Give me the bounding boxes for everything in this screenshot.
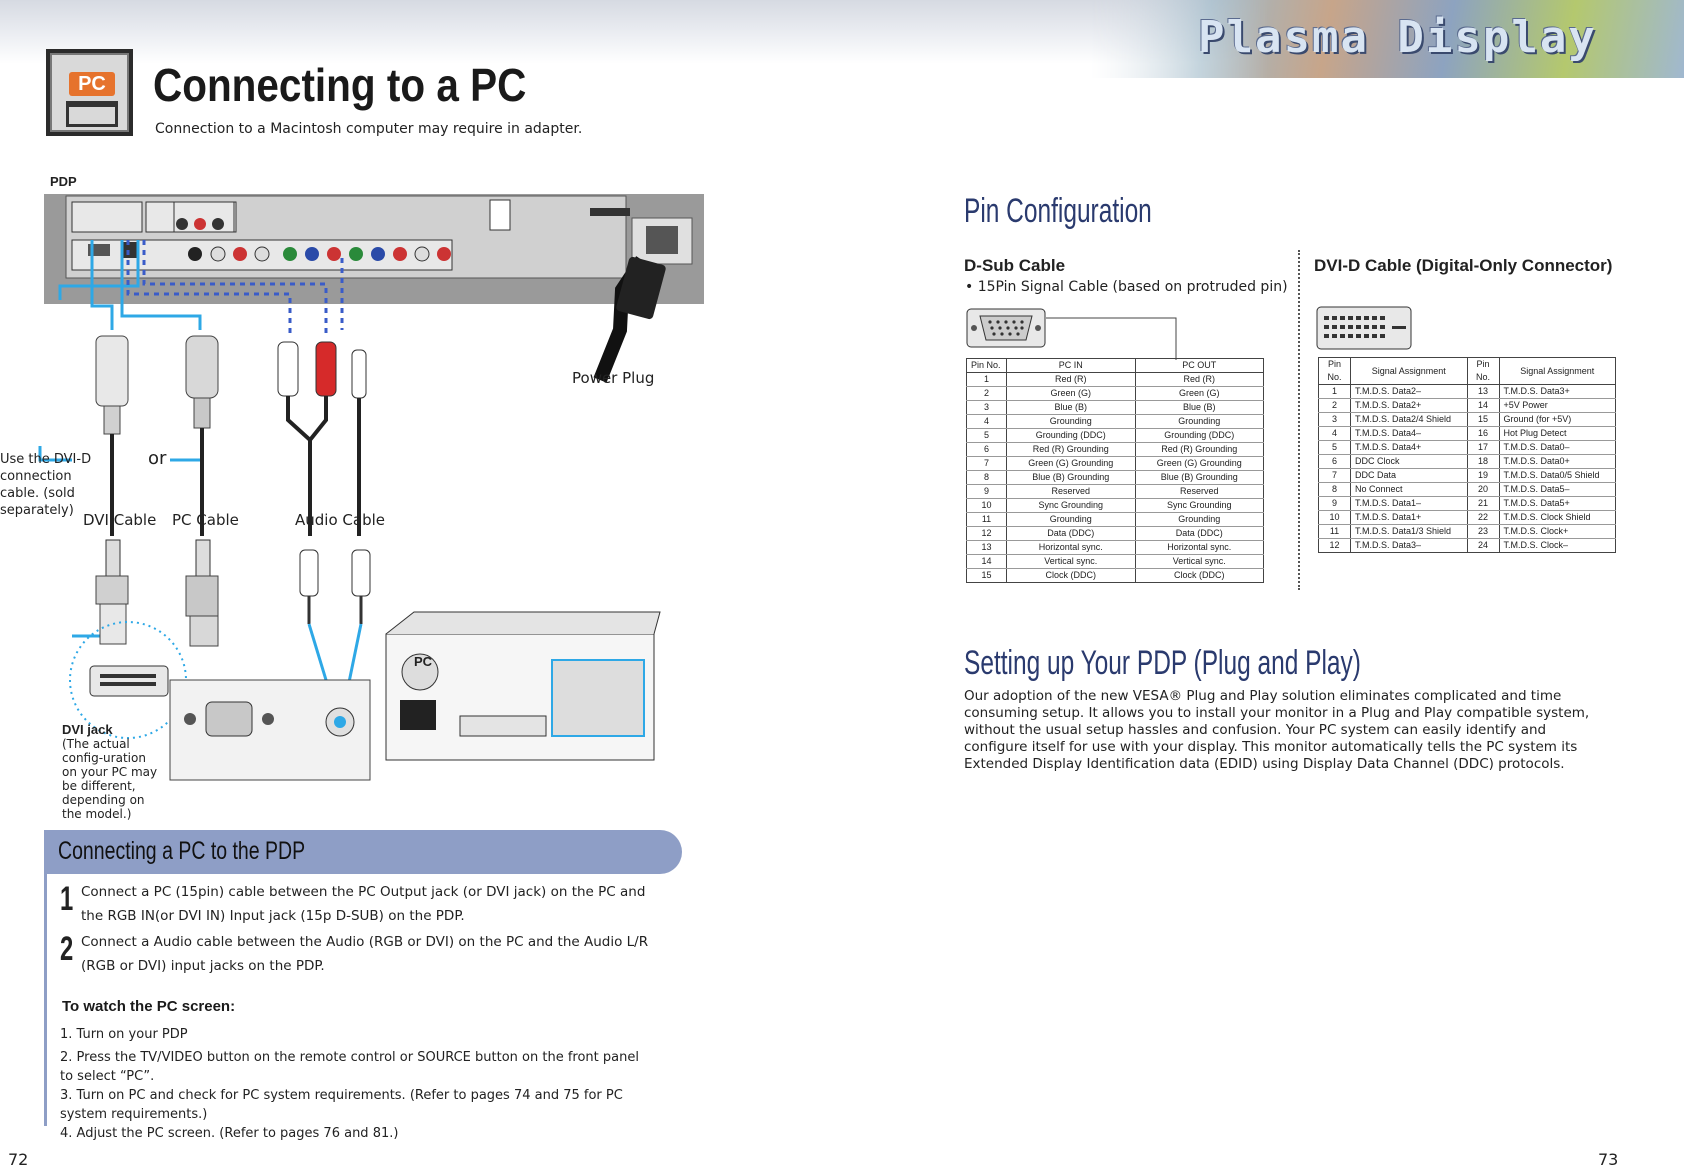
table-cell: 8 (1319, 483, 1351, 497)
table-cell: Data (DDC) (1007, 527, 1136, 541)
table-row (967, 569, 1264, 583)
table-cell: T.M.D.S. Data2/4 Shield (1351, 413, 1468, 427)
table-row (967, 373, 1264, 387)
table-row (967, 415, 1264, 429)
table-cell: 5 (967, 429, 1007, 443)
table-header: Pin No. (1319, 358, 1351, 385)
table-header: PC IN (1007, 359, 1136, 373)
table-cell: Ground (for +5V) (1499, 413, 1616, 427)
table-cell: Blue (B) (1007, 401, 1136, 415)
table-cell: 20 (1467, 483, 1499, 497)
table-cell: Horizontal sync. (1007, 541, 1136, 555)
table-row (967, 387, 1264, 401)
dsub-title: D-Sub Cable (964, 256, 1066, 275)
table-cell: 9 (1319, 497, 1351, 511)
pin-config-title: Pin Configuration (964, 192, 1152, 230)
table-cell: Green (G) Grounding (1007, 457, 1136, 471)
table-cell: 6 (967, 443, 1007, 457)
table-cell: 18 (1467, 455, 1499, 469)
table-row (967, 541, 1264, 555)
table-cell: Grounding (1135, 513, 1264, 527)
power-plug-label: Power Plug (572, 369, 655, 387)
table-cell: 12 (1319, 539, 1351, 553)
table-cell: Red (R) Grounding (1007, 443, 1136, 457)
table-cell: Blue (B) Grounding (1007, 471, 1136, 485)
table-cell: T.M.D.S. Data3+ (1499, 385, 1616, 399)
table-cell: 10 (967, 499, 1007, 513)
table-cell: 14 (967, 555, 1007, 569)
table-cell: 24 (1467, 539, 1499, 553)
table-cell: T.M.D.S. Data1+ (1351, 511, 1468, 525)
watch-step: 3. Turn on PC and check for PC system requirements. (Refer to pages 74 and 75 for PC system requirements.) (60, 1088, 623, 1122)
table-row (1319, 469, 1616, 483)
table-cell: 4 (967, 415, 1007, 429)
pc-icon-label: PC (69, 72, 115, 96)
dvi-jack-title: DVI jack (62, 722, 113, 737)
table-cell: T.M.D.S. Data0– (1499, 441, 1616, 455)
table-cell: Blue (B) Grounding (1135, 471, 1264, 485)
table-cell: T.M.D.S. Data3– (1351, 539, 1468, 553)
computer-icon (66, 101, 118, 127)
step-text: Connect a Audio cable between the Audio (RGB or DVI) on the PC and the Audio L/R (RGB or DVI) input jacks on the PDP. (81, 934, 649, 974)
table-cell: 15 (967, 569, 1007, 583)
table-cell: Reserved (1135, 485, 1264, 499)
page-number-right: 73 (1598, 1150, 1619, 1168)
table-cell: T.M.D.S. Data5– (1499, 483, 1616, 497)
pc-label: PC (414, 654, 433, 669)
table-cell: 13 (967, 541, 1007, 555)
table-cell: T.M.D.S. Data5+ (1499, 497, 1616, 511)
table-cell: 15 (1467, 413, 1499, 427)
table-row (967, 499, 1264, 513)
table-cell: DDC Data (1351, 469, 1468, 483)
table-cell: Reserved (1007, 485, 1136, 499)
table-cell: 19 (1467, 469, 1499, 483)
dsub-pin-table (966, 358, 1264, 583)
table-cell: T.M.D.S. Data4+ (1351, 441, 1468, 455)
table-cell: 1 (967, 373, 1007, 387)
table-cell: Red (R) Grounding (1135, 443, 1264, 457)
table-cell: Grounding (1007, 513, 1136, 527)
table-cell: No Connect (1351, 483, 1468, 497)
dvi-pin-table (1318, 357, 1616, 553)
watch-step: 2. Press the TV/VIDEO button on the remote control or SOURCE button on the front panel to select “PC”. (60, 1050, 639, 1084)
table-cell: 22 (1467, 511, 1499, 525)
table-cell: Grounding (DDC) (1135, 429, 1264, 443)
pnp-title: Setting up Your PDP (Plug and Play) (964, 644, 1361, 682)
table-cell: 8 (967, 471, 1007, 485)
table-cell: Grounding (1135, 415, 1264, 429)
dvi-title: DVI-D Cable (Digital-Only Connector) (1314, 256, 1613, 275)
table-header: PC OUT (1135, 359, 1264, 373)
table-row (967, 555, 1264, 569)
table-row (1319, 539, 1616, 553)
table-header: Pin No. (967, 359, 1007, 373)
table-cell: Clock (DDC) (1007, 569, 1136, 583)
table-cell: +5V Power (1499, 399, 1616, 413)
page-number-left: 72 (8, 1150, 29, 1168)
table-row (967, 429, 1264, 443)
table-cell: 1 (1319, 385, 1351, 399)
table-row (1319, 525, 1616, 539)
table-cell: 13 (1467, 385, 1499, 399)
table-cell: Sync Grounding (1007, 499, 1136, 513)
step-number: 2 (60, 930, 74, 968)
table-row (1319, 511, 1616, 525)
table-cell: DDC Clock (1351, 455, 1468, 469)
table-cell: Red (R) (1135, 373, 1264, 387)
watch-step: 1. Turn on your PDP (60, 1027, 188, 1042)
pnp-body: Our adoption of the new VESA® Plug and Play solution eliminates complicated and time consuming setup. It allows you to install your monitor in a Plug and Play compatible system, without the usual setup hassles and confusion. Your PC system can easily identify and configure itself for use with your display. This monitor automatically tells the PC system its Extended Display Identification data (EDID) using Display Data Channel (DDC) protocols. (964, 688, 1590, 772)
table-cell: T.M.D.S. Data0+ (1499, 455, 1616, 469)
table-cell: 17 (1467, 441, 1499, 455)
table-cell: 6 (1319, 455, 1351, 469)
table-cell: Vertical sync. (1007, 555, 1136, 569)
table-cell: Grounding (1007, 415, 1136, 429)
table-cell: 7 (967, 457, 1007, 471)
connect-title-bar (44, 830, 682, 874)
connect-title: Connecting a PC to the PDP (58, 837, 306, 865)
column-divider (1298, 250, 1300, 590)
table-cell: 4 (1319, 427, 1351, 441)
table-cell: 21 (1467, 497, 1499, 511)
table-cell: 5 (1319, 441, 1351, 455)
table-row (967, 513, 1264, 527)
pc-icon (46, 49, 133, 136)
table-row (1319, 399, 1616, 413)
table-cell: Green (G) (1135, 387, 1264, 401)
table-cell: Sync Grounding (1135, 499, 1264, 513)
table-cell: Red (R) (1007, 373, 1136, 387)
table-cell: T.M.D.S. Data0/5 Shield (1499, 469, 1616, 483)
table-row (1319, 497, 1616, 511)
table-cell: Blue (B) (1135, 401, 1264, 415)
table-cell: T.M.D.S. Data2+ (1351, 399, 1468, 413)
page-subtitle: Connection to a Macintosh computer may require in adapter. (155, 121, 583, 137)
table-cell: 11 (967, 513, 1007, 527)
table-cell: 10 (1319, 511, 1351, 525)
pdp-label: PDP (50, 174, 77, 189)
dsub-note: • 15Pin Signal Cable (based on protruded pin) (965, 279, 1288, 295)
table-cell: 3 (1319, 413, 1351, 427)
brand-title: Plasma Display (1198, 12, 1597, 63)
table-row (967, 527, 1264, 541)
table-cell: Horizontal sync. (1135, 541, 1264, 555)
table-row (1319, 483, 1616, 497)
table-cell: T.M.D.S. Data4– (1351, 427, 1468, 441)
table-row (1319, 385, 1616, 399)
table-cell: T.M.D.S. Clock Shield (1499, 511, 1616, 525)
step-number: 1 (60, 880, 74, 918)
table-cell: 11 (1319, 525, 1351, 539)
table-cell: T.M.D.S. Data2– (1351, 385, 1468, 399)
step-text: Connect a PC (15pin) cable between the PC Output jack (or DVI jack) on the PC and the RGB IN(or DVI IN) Input jack (15p D-SUB) on the PDP. (81, 884, 646, 924)
dvi-note: Use the DVI-D connection cable. (sold separately) (0, 452, 92, 518)
dvi-cable-label: DVI Cable (83, 511, 157, 529)
page-title: Connecting to a PC (153, 59, 527, 111)
pc-cable-label: PC Cable (172, 511, 239, 529)
audio-cable-label: Audio Cable (295, 511, 385, 529)
table-cell: 3 (967, 401, 1007, 415)
or-label: or (148, 448, 167, 469)
table-cell: 23 (1467, 525, 1499, 539)
table-header: Signal Assignment (1351, 358, 1468, 385)
table-row (967, 485, 1264, 499)
watch-title: To watch the PC screen: (62, 998, 236, 1015)
connect-section-rule (44, 874, 47, 1126)
table-row (967, 471, 1264, 485)
table-row (967, 443, 1264, 457)
table-cell: T.M.D.S. Clock+ (1499, 525, 1616, 539)
table-cell: Data (DDC) (1135, 527, 1264, 541)
table-cell: 9 (967, 485, 1007, 499)
table-cell: 2 (1319, 399, 1351, 413)
table-row (1319, 427, 1616, 441)
table-header: Pin No. (1467, 358, 1499, 385)
table-cell: 14 (1467, 399, 1499, 413)
table-cell: 12 (967, 527, 1007, 541)
table-cell: Grounding (DDC) (1007, 429, 1136, 443)
watch-step: 4. Adjust the PC screen. (Refer to pages 76 and 81.) (60, 1126, 399, 1141)
table-row (1319, 441, 1616, 455)
table-cell: Vertical sync. (1135, 555, 1264, 569)
table-row (967, 457, 1264, 471)
table-row (1319, 455, 1616, 469)
dvi-jack-desc: (The actual config-uration on your PC may be different, depending on the model.) (62, 737, 158, 821)
table-cell: 7 (1319, 469, 1351, 483)
table-row (1319, 413, 1616, 427)
table-cell: 2 (967, 387, 1007, 401)
table-cell: Clock (DDC) (1135, 569, 1264, 583)
table-cell: T.M.D.S. Clock– (1499, 539, 1616, 553)
table-cell: Hot Plug Detect (1499, 427, 1616, 441)
dvi-connector-icon (1316, 306, 1412, 350)
table-cell: T.M.D.S. Data1– (1351, 497, 1468, 511)
table-cell: Green (G) Grounding (1135, 457, 1264, 471)
table-cell: T.M.D.S. Data1/3 Shield (1351, 525, 1468, 539)
table-row (967, 401, 1264, 415)
dsub-leader-line (1046, 316, 1186, 360)
table-cell: Green (G) (1007, 387, 1136, 401)
table-header: Signal Assignment (1499, 358, 1616, 385)
dsub-connector-icon (966, 308, 1046, 348)
table-cell: 16 (1467, 427, 1499, 441)
